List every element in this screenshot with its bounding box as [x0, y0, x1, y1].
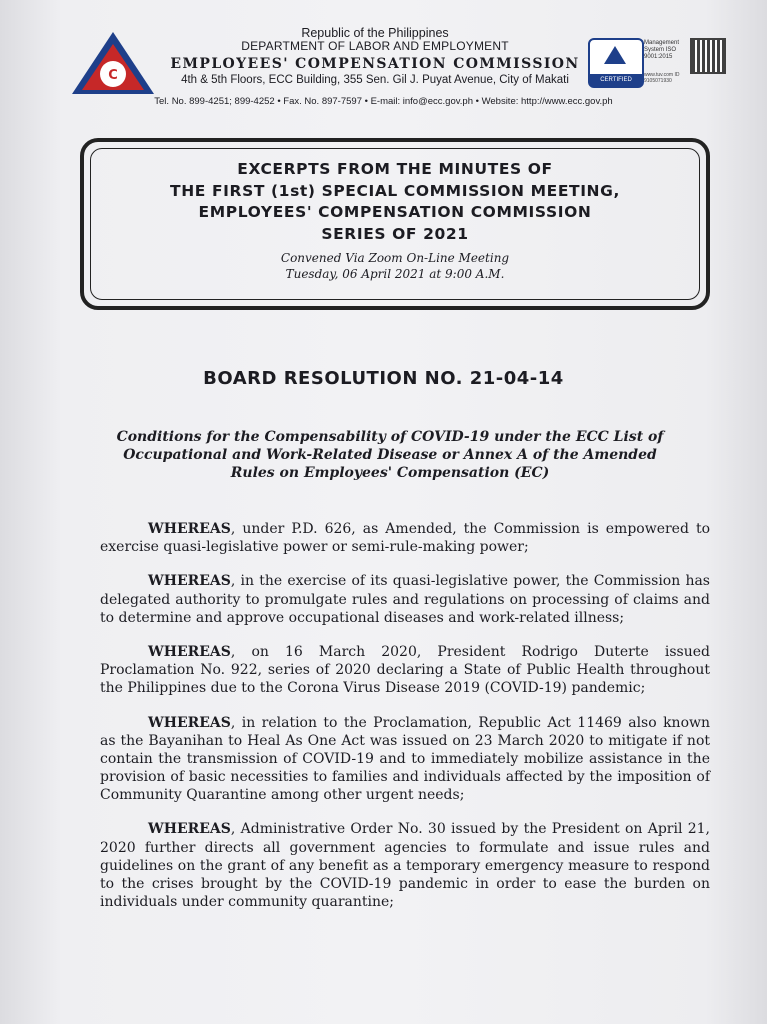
resolution-subject: Conditions for the Compensability of COVID-19 under the ECC List of Occupational and Work-Related Disease or Annex A of the Amended Rules on Employees' Compensation (EC) [116, 429, 664, 482]
resolution-number: BOARD RESOLUTION NO. 21-04-14 [203, 368, 564, 389]
contact-line: Tel. No. 899-4251; 899-4252 • Fax. No. 897-7597 • E-mail: info@ecc.gov.ph • Website: http://www.ecc.gov.ph [154, 96, 613, 107]
tuv-triangle-icon [604, 46, 626, 64]
whereas-text: , under P.D. 626, as Amended, the Commission is empowered to exercise quasi-legislative power or semi-rule-making power; [100, 521, 710, 556]
certified-band: CERTIFIED [590, 74, 642, 86]
whereas-clause [100, 520, 710, 556]
whereas-text: , in relation to the Proclamation, Republic Act 11469 also known as the Bayanihan to Heal As One Act was issued on 23 March 2020 to mitigate if not contain the transmission of COVID-19 and to immediately mobilize assistance in the provision of basic necessities to families and individuals affected by the imposition of Community Quarantine among other urgent needs; [100, 714, 710, 804]
tuv-certified-badge [588, 38, 644, 88]
minutes-title-box [80, 138, 710, 310]
department-text: DEPARTMENT OF LABOR AND EMPLOYMENT [241, 39, 509, 54]
whereas-lead: WHEREAS [148, 821, 231, 838]
iso-cert-text: Management System ISO 9001:2015 [644, 40, 680, 61]
republic-text: Republic of the Philippines [301, 26, 449, 40]
address-text: 4th & 5th Floors, ECC Building, 355 Sen. Gil J. Puyat Avenue, City of Makati [181, 74, 569, 87]
convened-text: Convened Via Zoom On-Line Meeting [280, 250, 510, 265]
qr-code-icon [690, 38, 726, 74]
whereas-lead: WHEREAS [148, 521, 231, 537]
whereas-text: , on 16 March 2020, President Rodrigo Duterte issued Proclamation No. 922, series of 2020 declaring a State of Public Health throughout the Philippines due to the Corona Virus Disease 2019 (COVID-19) pandemic; [100, 643, 710, 697]
whereas-clause [100, 714, 710, 805]
minutes-title-inner [90, 148, 700, 300]
whereas-text: , Administrative Order No. 30 issued by the President on April 21, 2020 further directs all government agencies to formulate and issue rules and guidelines on the grant of any benefit as a temporary emergency measure to respond to the crises brought by the COVID-19 pandemic in order to ease the burden on individuals under community quarantine; [100, 821, 710, 911]
meeting-info [91, 250, 699, 282]
minutes-line-2: THE FIRST (1st) SPECIAL COMMISSION MEETING, [170, 181, 620, 200]
minutes-line-3: EMPLOYEES' COMPENSATION COMMISSION [198, 203, 592, 222]
whereas-lead: WHEREAS [148, 573, 231, 590]
whereas-lead: WHEREAS [148, 643, 231, 660]
ecc-logo [70, 30, 156, 96]
whereas-clause [100, 820, 710, 911]
minutes-line-4: SERIES OF 2021 [321, 225, 469, 244]
svg-text:C: C [108, 68, 118, 83]
whereas-clause [100, 643, 710, 698]
letterhead [160, 26, 590, 87]
whereas-text: , in the exercise of its quasi-legislative power, the Commission has delegated authority to promulgate rules and regulations on processing of claims and to determine and approve occupational diseases and work-related illness; [100, 573, 710, 626]
resolution-body [100, 520, 710, 927]
whereas-clause [100, 572, 710, 627]
cert-id-text: www.tuv.com ID 9105071930 [644, 72, 680, 84]
commission-name: EMPLOYEES' COMPENSATION COMMISSION [170, 56, 580, 73]
meeting-date: Tuesday, 06 April 2021 at 9:00 A.M. [285, 266, 505, 281]
whereas-lead: WHEREAS [148, 714, 231, 731]
minutes-line-1: EXCERPTS FROM THE MINUTES OF [237, 160, 553, 178]
minutes-title [91, 159, 699, 246]
